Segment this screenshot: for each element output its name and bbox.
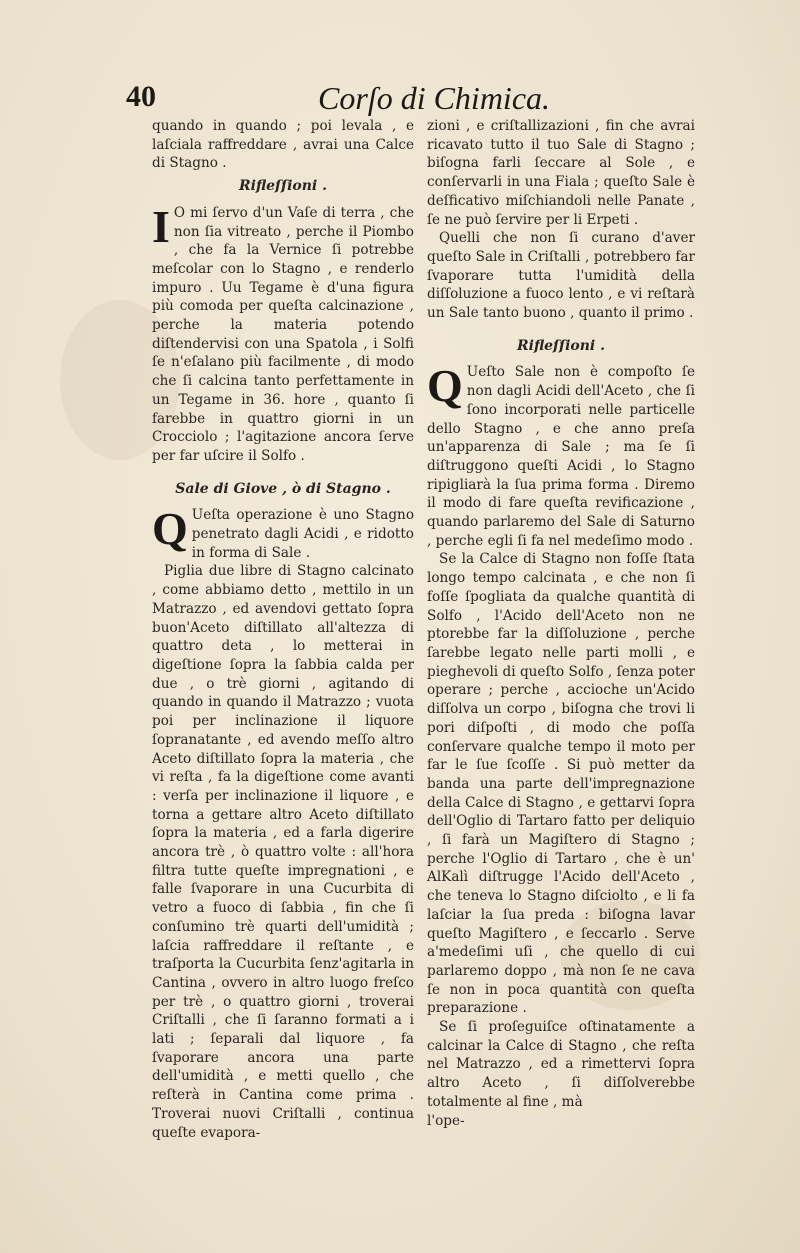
paragraph: zioni , e criſtallizazioni , fin che avrai ricavato tutto il tuo Sale di Stagno ; biſogna farli ſeccare al Sole , e conſervarli in una Fiala ; queſto Sale è deſficativo miſchiandoli nelle Panate , ſe ne può ſervire per li Erpeti . bbox=[427, 118, 695, 228]
paragraph-text: Ueſta operazione è uno Stagno penetrato dagli Acidi , e ridotto in forma di Sale . bbox=[191, 507, 414, 561]
paragraph: Quelli che non ſi curano d'aver queſto Sale in Criſtalli , potrebbero far ſvaporare tutta l'umidità della diſſoluzione a fuoco lento , e vi reſtarà un Sale tanto buono , quanto il primo . bbox=[427, 230, 695, 322]
paragraph-text: O mi ſervo d'un Vaſe di terra , che non ſia vitreato , perche il Piombo , che fa la Vernice ſi potrebbe meſcolar con lo Stagno , e renderlo impuro . Uu Tegame è d'una figura più comoda per queſta calcinazione , perche la materia potendo diſtendervisi con una Spatola , i Solfi ſe n'eſalano più facilmente , di modo che ſi calcina tanto perfettamente in un Tegame in 36. hore , quanto ſi farebbe in quattro giorni in un Crocciolo ; l'agitazione ancora ſerve per far uſcire il Solfo . bbox=[152, 204, 414, 464]
page-header bbox=[0, 80, 800, 120]
paragraph bbox=[152, 503, 414, 562]
section-heading: Rifleſſioni . bbox=[517, 337, 605, 354]
drop-cap: Q bbox=[152, 503, 188, 555]
paragraph: Piglia due libre di Stagno calcinato , come abbiamo detto , mettilo in un Matrazzo , ed avendovi gettato ſopra buon'Aceto diſtillato all'altezza di quattro deta , lo metterai in digeſtione ſopra la ſabbia calda per due , o trè giorni , agitando di quando in quando il Matrazzo ; vuota poi per inclinazione il liquore ſopranatante , ed avendo meſſo altro Aceto diſtillato ſopra la materia , che vi reſta , fa la digeſtione come avanti : verſa per inclinazione il liquore , e torna a gettare altro Aceto diſtillato ſopra la materia , ed a farla digerire ancora trè , ò quattro volte : all'hora filtra tutte queſte impregnationi , e falle ſvaporare in una Cucurbita di vetro a fuoco di ſabbia , fin che ſi conſumino trè quarti dell'umidità ; laſcia raffreddare il reſtante , e traſporta la Cucurbita ſenz'agitarla in Cantina , ovvero in altro luogo freſco per trè , o quattro giorni , troverai Criſtalli , che ſi ſaranno formati a i lati ; ſeparali dal liquore , fa ſvaporare ancora una parte dell'umidità , e metti quello , che reſterà in Cantina come prima . Troverai nuovi Criſtalli , continua queſte evapora- bbox=[152, 563, 414, 1141]
drop-cap: I bbox=[152, 200, 170, 252]
left-column bbox=[152, 117, 414, 1142]
catchword: l'ope- bbox=[427, 1112, 465, 1129]
paragraph-text: Ueſto Sale non è compoſto ſe non dagli Acidi dell'Aceto , che ſi ſono incorporati nelle particelle dello Stagno , e che anno preſa un'apparenza di Sale ; ma ſe ſi diſtruggono queſti Acidi , lo Stagno ripigliarà la ſua prima forma . Diremo il modo di fare queſta revificazione , quando parlaremo del Sale di Saturno , perche egli ſi fa nel medeſimo modo . bbox=[427, 364, 695, 549]
paragraph bbox=[427, 360, 695, 550]
paragraph: quando in quando ; poi levala , e laſciala raffreddare , avrai una Calce di Stagno . bbox=[152, 118, 414, 172]
paragraph: Se la Calce di Stagno non foſſe ſtata longo tempo calcinata , e che non ſi foſſe ſpogliata da qualche quantità di Solfo , l'Acido dell'Aceto non ne ptorebbe far la diſſoluzione , perche ſarebbe legato nelle parti molli , e pieghevoli di queſto Solfo , ſenza poter operare ; perche , accioche un'Acido diſſolva un corpo , biſogna che trovi li pori diſpoſti , di modo che poſſa conſervare qualche tempo il moto per far le ſue ſcoſſe . Si può metter da banda una parte dell'impregnazione della Calce di Stagno , e gettarvi ſopra dell'Oglio di Tartaro fatto per deliquio , ſi farà un Magiſtero di Stagno ; perche l'Oglio di Tartaro , che è un' AlKalì diſtrugge l'Acido dell'Aceto , che teneva lo Stagno diſciolto , e li fa laſciar la ſua preda : biſogna lavar queſto Magiſtero , e ſeccarlo . Serve a'medeſimi uſi , che quello di cui parlaremo doppo , mà non ſe ne cava ſe non in poca quantità con queſta preparazione . bbox=[427, 551, 695, 1017]
paragraph bbox=[152, 200, 414, 466]
right-column bbox=[427, 117, 695, 1130]
page-number: 40 bbox=[126, 80, 156, 113]
section-heading: Rifleſſioni . bbox=[239, 178, 327, 195]
drop-cap: Q bbox=[427, 360, 463, 412]
paragraph: Se ſi proſeguiſce oſtinatamente a calcinar la Calce di Stagno , che reſta nel Matrazzo , ed a rimettervi ſopra altro Aceto , ſi diſſolverebbe totalmente al fine , mà bbox=[427, 1019, 695, 1110]
section-heading: Sale di Giove , ò di Stagno . bbox=[175, 480, 391, 497]
running-title: Corſo di Chimica. bbox=[318, 80, 551, 116]
